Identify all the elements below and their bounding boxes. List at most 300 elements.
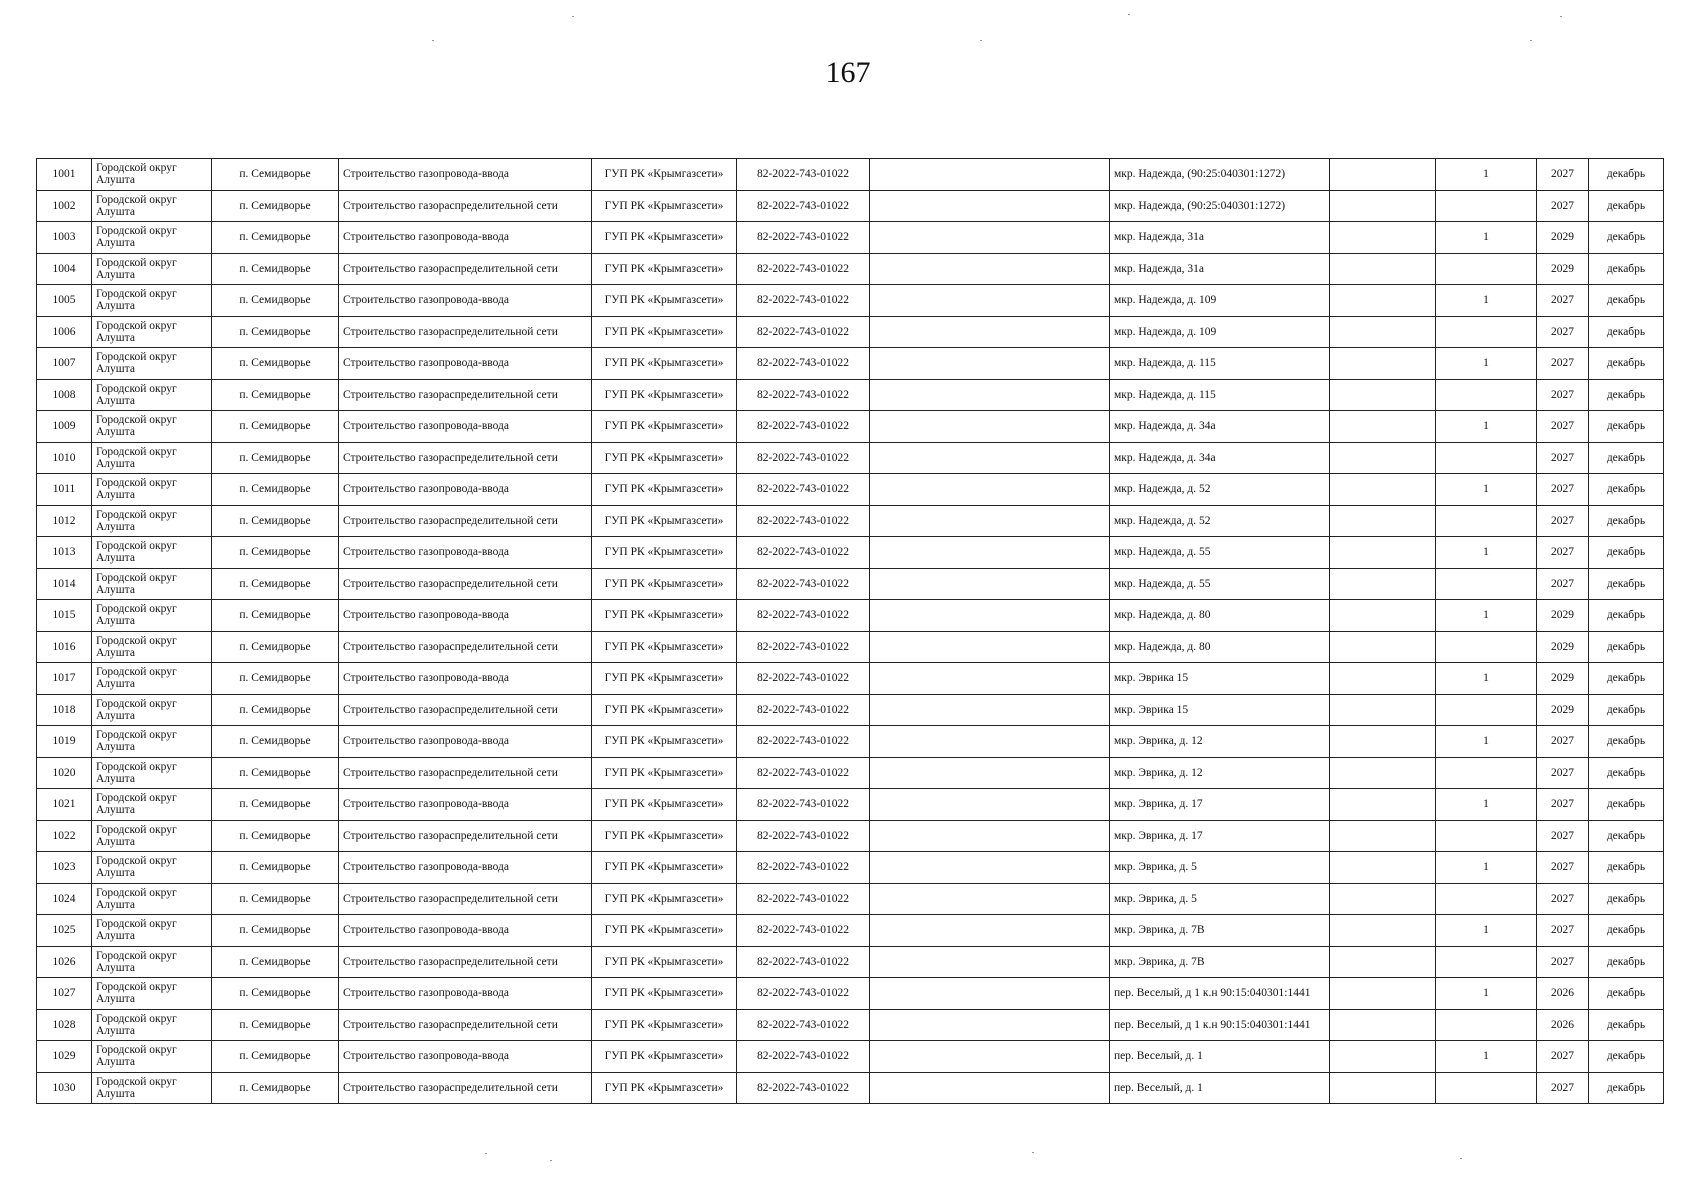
municipality-cell: Городской округ Алушта: [92, 253, 212, 285]
address-cell: мкр. Надежда, д. 55: [1110, 568, 1330, 600]
quantity-cell: [1436, 568, 1537, 600]
month-cell: декабрь: [1589, 600, 1664, 632]
year-cell: 2027: [1537, 820, 1589, 852]
year-cell: 2027: [1537, 1041, 1589, 1073]
blank-cell: [1330, 568, 1436, 600]
blank-cell: [1330, 915, 1436, 947]
table-row: [37, 1009, 1664, 1041]
quantity-cell: [1436, 1072, 1537, 1104]
organization-cell: ГУП РК «Крымгазсети»: [592, 537, 737, 569]
quantity-cell: 1: [1436, 726, 1537, 758]
settlement-cell: п. Семидворье: [212, 379, 339, 411]
municipality-cell: Городской округ Алушта: [92, 883, 212, 915]
municipality-cell: Городской округ Алушта: [92, 1041, 212, 1073]
address-cell: мкр. Эврика 15: [1110, 694, 1330, 726]
settlement-cell: п. Семидворье: [212, 222, 339, 254]
blank-cell: [870, 631, 1110, 663]
table-row: [37, 285, 1664, 317]
year-cell: 2027: [1537, 190, 1589, 222]
municipality-cell: Городской округ Алушта: [92, 537, 212, 569]
year-cell: 2027: [1537, 474, 1589, 506]
quantity-cell: [1436, 883, 1537, 915]
address-cell: пер. Веселый, д. 1: [1110, 1072, 1330, 1104]
blank-cell: [1330, 694, 1436, 726]
program-code-cell: 82-2022-743-01022: [737, 631, 870, 663]
page-number: 167: [825, 56, 871, 89]
blank-cell: [1330, 474, 1436, 506]
work-type-cell: Строительство газопровода-ввода: [339, 915, 592, 947]
settlement-cell: п. Семидворье: [212, 316, 339, 348]
row-number: 1016: [37, 631, 92, 663]
work-type-cell: Строительство газопровода-ввода: [339, 411, 592, 443]
quantity-cell: 1: [1436, 474, 1537, 506]
row-number: 1004: [37, 253, 92, 285]
month-cell: декабрь: [1589, 190, 1664, 222]
work-type-cell: Строительство газопровода-ввода: [339, 789, 592, 821]
month-cell: декабрь: [1589, 946, 1664, 978]
settlement-cell: п. Семидворье: [212, 505, 339, 537]
table-row: [37, 159, 1664, 191]
program-code-cell: 82-2022-743-01022: [737, 726, 870, 758]
scan-speck: [980, 40, 982, 41]
month-cell: декабрь: [1589, 789, 1664, 821]
settlement-cell: п. Семидворье: [212, 726, 339, 758]
blank-cell: [870, 726, 1110, 758]
scan-speck: [572, 16, 574, 17]
program-code-cell: 82-2022-743-01022: [737, 442, 870, 474]
blank-cell: [1330, 411, 1436, 443]
row-number: 1001: [37, 159, 92, 191]
municipality-cell: Городской округ Алушта: [92, 694, 212, 726]
gas-construction-table: [36, 158, 1664, 1104]
quantity-cell: [1436, 316, 1537, 348]
row-number: 1017: [37, 663, 92, 695]
blank-cell: [870, 1072, 1110, 1104]
blank-cell: [1330, 978, 1436, 1010]
address-cell: мкр. Эврика, д. 5: [1110, 883, 1330, 915]
year-cell: 2029: [1537, 222, 1589, 254]
organization-cell: ГУП РК «Крымгазсети»: [592, 852, 737, 884]
row-number: 1026: [37, 946, 92, 978]
work-type-cell: Строительство газораспределительной сети: [339, 505, 592, 537]
settlement-cell: п. Семидворье: [212, 757, 339, 789]
municipality-cell: Городской округ Алушта: [92, 726, 212, 758]
blank-cell: [870, 159, 1110, 191]
year-cell: 2027: [1537, 159, 1589, 191]
table-row: [37, 631, 1664, 663]
blank-cell: [870, 474, 1110, 506]
municipality-cell: Городской округ Алушта: [92, 820, 212, 852]
row-number: 1007: [37, 348, 92, 380]
work-type-cell: Строительство газораспределительной сети: [339, 190, 592, 222]
month-cell: декабрь: [1589, 159, 1664, 191]
address-cell: мкр. Надежда, д. 52: [1110, 505, 1330, 537]
program-code-cell: 82-2022-743-01022: [737, 1041, 870, 1073]
municipality-cell: Городской округ Алушта: [92, 222, 212, 254]
quantity-cell: 1: [1436, 348, 1537, 380]
organization-cell: ГУП РК «Крымгазсети»: [592, 474, 737, 506]
blank-cell: [870, 883, 1110, 915]
row-number: 1021: [37, 789, 92, 821]
settlement-cell: п. Семидворье: [212, 411, 339, 443]
address-cell: мкр. Эврика 15: [1110, 663, 1330, 695]
program-code-cell: 82-2022-743-01022: [737, 663, 870, 695]
row-number: 1015: [37, 600, 92, 632]
blank-cell: [870, 442, 1110, 474]
table-row: [37, 474, 1664, 506]
year-cell: 2027: [1537, 442, 1589, 474]
settlement-cell: п. Семидворье: [212, 253, 339, 285]
organization-cell: ГУП РК «Крымгазсети»: [592, 978, 737, 1010]
blank-cell: [870, 694, 1110, 726]
work-type-cell: Строительство газопровода-ввода: [339, 663, 592, 695]
work-type-cell: Строительство газораспределительной сети: [339, 1072, 592, 1104]
organization-cell: ГУП РК «Крымгазсети»: [592, 820, 737, 852]
address-cell: мкр. Надежда, (90:25:040301:1272): [1110, 159, 1330, 191]
table-row: [37, 757, 1664, 789]
program-code-cell: 82-2022-743-01022: [737, 411, 870, 443]
quantity-cell: [1436, 505, 1537, 537]
organization-cell: ГУП РК «Крымгазсети»: [592, 285, 737, 317]
year-cell: 2026: [1537, 1009, 1589, 1041]
blank-cell: [870, 600, 1110, 632]
program-code-cell: 82-2022-743-01022: [737, 694, 870, 726]
row-number: 1012: [37, 505, 92, 537]
municipality-cell: Городской округ Алушта: [92, 1009, 212, 1041]
blank-cell: [1330, 379, 1436, 411]
program-code-cell: 82-2022-743-01022: [737, 978, 870, 1010]
month-cell: декабрь: [1589, 474, 1664, 506]
settlement-cell: п. Семидворье: [212, 537, 339, 569]
program-code-cell: 82-2022-743-01022: [737, 883, 870, 915]
address-cell: мкр. Надежда, 31а: [1110, 253, 1330, 285]
row-number: 1002: [37, 190, 92, 222]
municipality-cell: Городской округ Алушта: [92, 159, 212, 191]
quantity-cell: 1: [1436, 1041, 1537, 1073]
year-cell: 2027: [1537, 757, 1589, 789]
table-row: [37, 411, 1664, 443]
settlement-cell: п. Семидворье: [212, 789, 339, 821]
month-cell: декабрь: [1589, 978, 1664, 1010]
address-cell: мкр. Надежда, д. 55: [1110, 537, 1330, 569]
month-cell: декабрь: [1589, 1072, 1664, 1104]
address-cell: мкр. Эврика, д. 7В: [1110, 915, 1330, 947]
work-type-cell: Строительство газораспределительной сети: [339, 1009, 592, 1041]
quantity-cell: [1436, 946, 1537, 978]
blank-cell: [1330, 253, 1436, 285]
blank-cell: [870, 1041, 1110, 1073]
settlement-cell: п. Семидворье: [212, 348, 339, 380]
work-type-cell: Строительство газораспределительной сети: [339, 442, 592, 474]
year-cell: 2027: [1537, 316, 1589, 348]
table-row: [37, 883, 1664, 915]
row-number: 1003: [37, 222, 92, 254]
settlement-cell: п. Семидворье: [212, 285, 339, 317]
address-cell: мкр. Надежда, д. 109: [1110, 316, 1330, 348]
table-row: [37, 852, 1664, 884]
municipality-cell: Городской округ Алушта: [92, 285, 212, 317]
address-cell: пер. Веселый, д 1 к.н 90:15:040301:1441: [1110, 1009, 1330, 1041]
settlement-cell: п. Семидворье: [212, 568, 339, 600]
table-row: [37, 663, 1664, 695]
month-cell: декабрь: [1589, 379, 1664, 411]
blank-cell: [870, 978, 1110, 1010]
row-number: 1011: [37, 474, 92, 506]
quantity-cell: 1: [1436, 537, 1537, 569]
blank-cell: [1330, 631, 1436, 663]
quantity-cell: [1436, 631, 1537, 663]
blank-cell: [1330, 442, 1436, 474]
table-row: [37, 253, 1664, 285]
settlement-cell: п. Семидворье: [212, 915, 339, 947]
settlement-cell: п. Семидворье: [212, 631, 339, 663]
month-cell: декабрь: [1589, 915, 1664, 947]
row-number: 1010: [37, 442, 92, 474]
blank-cell: [1330, 190, 1436, 222]
municipality-cell: Городской округ Алушта: [92, 915, 212, 947]
blank-cell: [1330, 285, 1436, 317]
address-cell: мкр. Эврика, д. 5: [1110, 852, 1330, 884]
municipality-cell: Городской округ Алушта: [92, 442, 212, 474]
scan-speck: [1128, 14, 1130, 15]
month-cell: декабрь: [1589, 1041, 1664, 1073]
quantity-cell: [1436, 253, 1537, 285]
municipality-cell: Городской округ Алушта: [92, 190, 212, 222]
organization-cell: ГУП РК «Крымгазсети»: [592, 631, 737, 663]
blank-cell: [1330, 1009, 1436, 1041]
organization-cell: ГУП РК «Крымгазсети»: [592, 568, 737, 600]
municipality-cell: Городской округ Алушта: [92, 316, 212, 348]
address-cell: мкр. Надежда, д. 109: [1110, 285, 1330, 317]
quantity-cell: 1: [1436, 663, 1537, 695]
organization-cell: ГУП РК «Крымгазсети»: [592, 348, 737, 380]
address-cell: мкр. Надежда, д. 115: [1110, 348, 1330, 380]
year-cell: 2027: [1537, 789, 1589, 821]
row-number: 1005: [37, 285, 92, 317]
municipality-cell: Городской округ Алушта: [92, 379, 212, 411]
year-cell: 2027: [1537, 915, 1589, 947]
settlement-cell: п. Семидворье: [212, 663, 339, 695]
quantity-cell: [1436, 190, 1537, 222]
municipality-cell: Городской округ Алушта: [92, 663, 212, 695]
blank-cell: [870, 348, 1110, 380]
address-cell: мкр. Надежда, д. 80: [1110, 600, 1330, 632]
work-type-cell: Строительство газопровода-ввода: [339, 222, 592, 254]
row-number: 1006: [37, 316, 92, 348]
blank-cell: [1330, 663, 1436, 695]
work-type-cell: Строительство газопровода-ввода: [339, 600, 592, 632]
month-cell: декабрь: [1589, 285, 1664, 317]
blank-cell: [1330, 222, 1436, 254]
row-number: 1014: [37, 568, 92, 600]
organization-cell: ГУП РК «Крымгазсети»: [592, 411, 737, 443]
work-type-cell: Строительство газораспределительной сети: [339, 820, 592, 852]
table-row: [37, 505, 1664, 537]
table-row: [37, 946, 1664, 978]
address-cell: мкр. Надежда, д. 34а: [1110, 442, 1330, 474]
table-row: [37, 726, 1664, 758]
settlement-cell: п. Семидворье: [212, 600, 339, 632]
municipality-cell: Городской округ Алушта: [92, 789, 212, 821]
scan-speck: [1530, 40, 1532, 41]
municipality-cell: Городской округ Алушта: [92, 505, 212, 537]
program-code-cell: 82-2022-743-01022: [737, 285, 870, 317]
scan-speck: [550, 1160, 552, 1161]
row-number: 1019: [37, 726, 92, 758]
work-type-cell: Строительство газопровода-ввода: [339, 978, 592, 1010]
work-type-cell: Строительство газопровода-ввода: [339, 1041, 592, 1073]
program-code-cell: 82-2022-743-01022: [737, 1072, 870, 1104]
organization-cell: ГУП РК «Крымгазсети»: [592, 159, 737, 191]
organization-cell: ГУП РК «Крымгазсети»: [592, 505, 737, 537]
settlement-cell: п. Семидворье: [212, 1041, 339, 1073]
blank-cell: [870, 190, 1110, 222]
blank-cell: [1330, 852, 1436, 884]
organization-cell: ГУП РК «Крымгазсети»: [592, 663, 737, 695]
settlement-cell: п. Семидворье: [212, 946, 339, 978]
year-cell: 2027: [1537, 285, 1589, 317]
work-type-cell: Строительство газораспределительной сети: [339, 631, 592, 663]
year-cell: 2029: [1537, 600, 1589, 632]
year-cell: 2027: [1537, 1072, 1589, 1104]
table-row: [37, 978, 1664, 1010]
program-code-cell: 82-2022-743-01022: [737, 600, 870, 632]
blank-cell: [870, 316, 1110, 348]
settlement-cell: п. Семидворье: [212, 442, 339, 474]
blank-cell: [1330, 789, 1436, 821]
blank-cell: [1330, 537, 1436, 569]
quantity-cell: 1: [1436, 411, 1537, 443]
month-cell: декабрь: [1589, 852, 1664, 884]
organization-cell: ГУП РК «Крымгазсети»: [592, 1041, 737, 1073]
table-row: [37, 1041, 1664, 1073]
blank-cell: [870, 915, 1110, 947]
month-cell: декабрь: [1589, 316, 1664, 348]
table-row: [37, 190, 1664, 222]
program-code-cell: 82-2022-743-01022: [737, 1009, 870, 1041]
address-cell: мкр. Надежда, д. 115: [1110, 379, 1330, 411]
program-code-cell: 82-2022-743-01022: [737, 946, 870, 978]
blank-cell: [870, 1009, 1110, 1041]
work-type-cell: Строительство газопровода-ввода: [339, 726, 592, 758]
municipality-cell: Городской округ Алушта: [92, 946, 212, 978]
address-cell: пер. Веселый, д. 1: [1110, 1041, 1330, 1073]
program-code-cell: 82-2022-743-01022: [737, 757, 870, 789]
blank-cell: [870, 285, 1110, 317]
program-code-cell: 82-2022-743-01022: [737, 379, 870, 411]
municipality-cell: Городской округ Алушта: [92, 631, 212, 663]
row-number: 1008: [37, 379, 92, 411]
organization-cell: ГУП РК «Крымгазсети»: [592, 1009, 737, 1041]
year-cell: 2027: [1537, 852, 1589, 884]
settlement-cell: п. Семидворье: [212, 694, 339, 726]
municipality-cell: Городской округ Алушта: [92, 1072, 212, 1104]
year-cell: 2027: [1537, 883, 1589, 915]
blank-cell: [1330, 726, 1436, 758]
program-code-cell: 82-2022-743-01022: [737, 852, 870, 884]
municipality-cell: Городской округ Алушта: [92, 411, 212, 443]
quantity-cell: 1: [1436, 600, 1537, 632]
table-row: [37, 379, 1664, 411]
month-cell: декабрь: [1589, 663, 1664, 695]
row-number: 1020: [37, 757, 92, 789]
table-row: [37, 568, 1664, 600]
row-number: 1029: [37, 1041, 92, 1073]
blank-cell: [870, 253, 1110, 285]
organization-cell: ГУП РК «Крымгазсети»: [592, 442, 737, 474]
work-type-cell: Строительство газопровода-ввода: [339, 285, 592, 317]
organization-cell: ГУП РК «Крымгазсети»: [592, 883, 737, 915]
quantity-cell: 1: [1436, 915, 1537, 947]
organization-cell: ГУП РК «Крымгазсети»: [592, 222, 737, 254]
month-cell: декабрь: [1589, 883, 1664, 915]
table-row: [37, 820, 1664, 852]
row-number: 1024: [37, 883, 92, 915]
work-type-cell: Строительство газораспределительной сети: [339, 946, 592, 978]
scan-speck: [432, 40, 434, 41]
row-number: 1022: [37, 820, 92, 852]
settlement-cell: п. Семидворье: [212, 820, 339, 852]
organization-cell: ГУП РК «Крымгазсети»: [592, 726, 737, 758]
organization-cell: ГУП РК «Крымгазсети»: [592, 253, 737, 285]
month-cell: декабрь: [1589, 820, 1664, 852]
organization-cell: ГУП РК «Крымгазсети»: [592, 600, 737, 632]
month-cell: декабрь: [1589, 726, 1664, 758]
blank-cell: [870, 411, 1110, 443]
blank-cell: [870, 852, 1110, 884]
month-cell: декабрь: [1589, 222, 1664, 254]
address-cell: мкр. Эврика, д. 12: [1110, 757, 1330, 789]
month-cell: декабрь: [1589, 348, 1664, 380]
month-cell: декабрь: [1589, 537, 1664, 569]
program-code-cell: 82-2022-743-01022: [737, 253, 870, 285]
year-cell: 2027: [1537, 348, 1589, 380]
settlement-cell: п. Семидворье: [212, 474, 339, 506]
blank-cell: [870, 505, 1110, 537]
month-cell: декабрь: [1589, 694, 1664, 726]
address-cell: мкр. Надежда, д. 52: [1110, 474, 1330, 506]
year-cell: 2027: [1537, 726, 1589, 758]
program-code-cell: 82-2022-743-01022: [737, 537, 870, 569]
table-row: [37, 915, 1664, 947]
table-row: [37, 1072, 1664, 1104]
address-cell: мкр. Надежда, 31а: [1110, 222, 1330, 254]
municipality-cell: Городской округ Алушта: [92, 568, 212, 600]
work-type-cell: Строительство газораспределительной сети: [339, 316, 592, 348]
table-row: [37, 537, 1664, 569]
work-type-cell: Строительство газораспределительной сети: [339, 568, 592, 600]
month-cell: декабрь: [1589, 568, 1664, 600]
table-row: [37, 316, 1664, 348]
row-number: 1028: [37, 1009, 92, 1041]
municipality-cell: Городской округ Алушта: [92, 348, 212, 380]
program-code-cell: 82-2022-743-01022: [737, 474, 870, 506]
work-type-cell: Строительство газопровода-ввода: [339, 348, 592, 380]
row-number: 1025: [37, 915, 92, 947]
municipality-cell: Городской округ Алушта: [92, 978, 212, 1010]
blank-cell: [1330, 1041, 1436, 1073]
work-type-cell: Строительство газораспределительной сети: [339, 694, 592, 726]
table-row: [37, 600, 1664, 632]
year-cell: 2027: [1537, 411, 1589, 443]
blank-cell: [1330, 946, 1436, 978]
row-number: 1030: [37, 1072, 92, 1104]
month-cell: декабрь: [1589, 442, 1664, 474]
address-cell: мкр. Надежда, д. 80: [1110, 631, 1330, 663]
quantity-cell: [1436, 757, 1537, 789]
settlement-cell: п. Семидворье: [212, 852, 339, 884]
month-cell: декабрь: [1589, 253, 1664, 285]
